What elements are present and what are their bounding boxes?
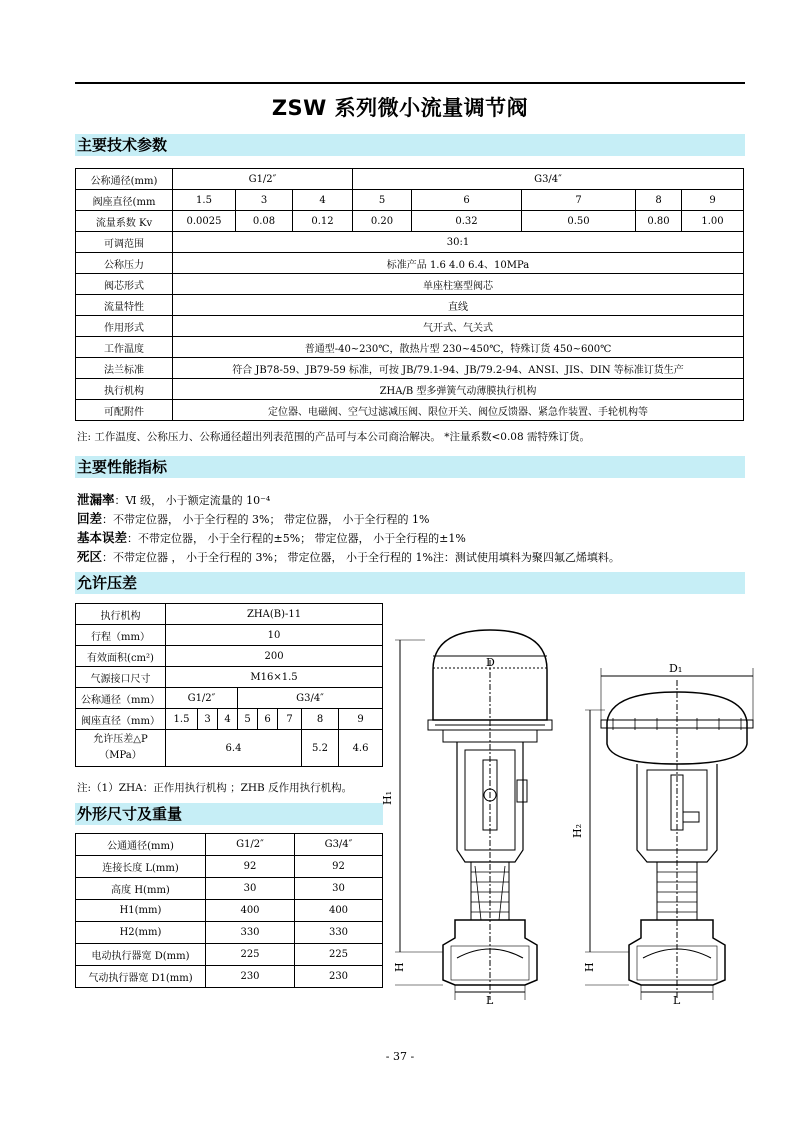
page-number: - 37 - bbox=[385, 1050, 415, 1063]
spec-cell: 0.80 bbox=[636, 211, 682, 232]
dp-allow-v1: 6.4 bbox=[166, 730, 302, 767]
dim-label: H1(mm) bbox=[76, 900, 206, 922]
spec-label: 执行机构 bbox=[76, 379, 173, 400]
perf-leakage: 泄漏率：Ⅵ 级， 小于额定流量的 10⁻⁴ bbox=[77, 492, 271, 507]
dp-cell: 7 bbox=[278, 709, 302, 730]
dim-head: G3/4″ bbox=[295, 834, 383, 856]
dim-cell: 30 bbox=[206, 878, 295, 900]
spec-dn-g34: G3/4″ bbox=[353, 169, 744, 190]
dp-cell: 6 bbox=[258, 709, 278, 730]
dp-cell: 9 bbox=[339, 709, 383, 730]
spec-cell: 0.0025 bbox=[173, 211, 236, 232]
dp-cell: 4 bbox=[218, 709, 238, 730]
dim-head: G1/2″ bbox=[206, 834, 295, 856]
spec-cell: 0.08 bbox=[236, 211, 293, 232]
dp-allow-v2: 5.2 bbox=[302, 730, 339, 767]
spec-label: 阀芯形式 bbox=[76, 274, 173, 295]
spec-cell: 1.5 bbox=[173, 190, 236, 211]
spec-label: 作用形式 bbox=[76, 316, 173, 337]
spec-value: 直线 bbox=[173, 295, 744, 316]
dp-allow-v3: 4.6 bbox=[339, 730, 383, 767]
dp-label: 公称通径（mm） bbox=[76, 688, 166, 709]
dim-cell: 230 bbox=[295, 966, 383, 988]
dp-dn-g12: G1/2″ bbox=[166, 688, 238, 709]
spec-label: 公称压力 bbox=[76, 253, 173, 274]
dim-label-l-right: L bbox=[673, 994, 681, 1007]
dim-cell: 330 bbox=[295, 922, 383, 944]
spec-label: 可调范围 bbox=[76, 232, 173, 253]
dim-label: 高度 H(mm) bbox=[76, 878, 206, 900]
spec-cell: 0.50 bbox=[522, 211, 636, 232]
dp-cell: 1.5 bbox=[166, 709, 198, 730]
dim-head: 公通通径(mm) bbox=[76, 834, 206, 856]
header-rule bbox=[75, 82, 745, 84]
dp-dn-g34: G3/4″ bbox=[238, 688, 383, 709]
spec-value: 气开式、气关式 bbox=[173, 316, 744, 337]
dp-label: 执行机构 bbox=[76, 604, 166, 625]
dp-value: M16×1.5 bbox=[166, 667, 383, 688]
spec-label: 流量特性 bbox=[76, 295, 173, 316]
section-dimensions: 外形尺寸及重量 bbox=[75, 803, 383, 825]
spec-cell: 1.00 bbox=[682, 211, 744, 232]
dim-cell: 230 bbox=[206, 966, 295, 988]
spec-label: 工作温度 bbox=[76, 337, 173, 358]
spec-note: 注: 工作温度、公称压力、公称通径超出列表范围的产品可与本公司商洽解决。 *注量系数<0.08 需特殊订货。 bbox=[77, 431, 590, 443]
dp-allow-label: 允许压差△P （MPa） bbox=[76, 730, 166, 767]
pneumatic-valve-drawing bbox=[585, 668, 753, 1000]
spec-label: 法兰标准 bbox=[76, 358, 173, 379]
spec-cell: 8 bbox=[636, 190, 682, 211]
dp-cell: 5 bbox=[238, 709, 258, 730]
dp-cell: 8 bbox=[302, 709, 339, 730]
dim-cell: 400 bbox=[206, 900, 295, 922]
dp-value: 10 bbox=[166, 625, 383, 646]
dim-label-h-left: H bbox=[393, 962, 406, 972]
spec-table bbox=[75, 168, 744, 421]
dp-label: 有效面积(cm²) bbox=[76, 646, 166, 667]
page-title: ZSW 系列微小流量调节阀 bbox=[271, 96, 529, 120]
spec-cell: 0.12 bbox=[293, 211, 353, 232]
pressure-diff-note: 注:（1）ZHA：正作用执行机构 ；ZHB 反作用执行机构。 bbox=[77, 782, 353, 794]
dim-cell: 92 bbox=[295, 856, 383, 878]
dim-cell: 30 bbox=[295, 878, 383, 900]
spec-cell: 0.20 bbox=[353, 211, 412, 232]
spec-dn-g12: G1/2″ bbox=[173, 169, 353, 190]
perf-dead-band: 死区：不带定位器 ， 小于全行程的 3%； 带定位器， 小于全行程的 1%注：测试使用填料为聚四氟乙烯填料。 bbox=[77, 549, 620, 564]
perf-hysteresis: 回差：不带定位器， 小于全行程的 3%； 带定位器， 小于全行程的 1% bbox=[77, 511, 430, 526]
electric-valve-drawing bbox=[395, 630, 552, 1000]
section-pressure-diff: 允许压差 bbox=[75, 572, 745, 594]
section-tech-params: 主要技术参数 bbox=[75, 134, 745, 156]
dp-value: 200 bbox=[166, 646, 383, 667]
dim-label-h2: H₂ bbox=[571, 823, 584, 838]
dim-label: H2(mm) bbox=[76, 922, 206, 944]
dim-cell: 92 bbox=[206, 856, 295, 878]
dim-label-h-right: H bbox=[583, 962, 596, 972]
dim-label-d: D bbox=[486, 656, 495, 669]
spec-value: 符合 JB78-59、JB79-59 标准，可按 JB/79.1-94、JB/79.2-94、ANSI、JIS、DIN 等标准订货生产 bbox=[173, 358, 744, 379]
pressure-diff-table bbox=[75, 603, 383, 767]
dp-label: 气源接口尺寸 bbox=[76, 667, 166, 688]
spec-cell: 7 bbox=[522, 190, 636, 211]
dim-cell: 225 bbox=[206, 944, 295, 966]
dim-label-h1: H₁ bbox=[381, 790, 394, 805]
dim-label: 电动执行器宽 D(mm) bbox=[76, 944, 206, 966]
dim-cell: 330 bbox=[206, 922, 295, 944]
dp-label: 行程（mm） bbox=[76, 625, 166, 646]
spec-cell: 3 bbox=[236, 190, 293, 211]
dim-label: 气动执行器宽 D1(mm) bbox=[76, 966, 206, 988]
spec-cell: 9 bbox=[682, 190, 744, 211]
dp-cell: 3 bbox=[198, 709, 218, 730]
spec-cell: 6 bbox=[412, 190, 522, 211]
dp-value: ZHA(B)-11 bbox=[166, 604, 383, 625]
dim-label: 连接长度 L(mm) bbox=[76, 856, 206, 878]
dimensions-table bbox=[75, 833, 383, 988]
spec-value: ZHA/B 型多弹簧气动薄膜执行机构 bbox=[173, 379, 744, 400]
dim-cell: 225 bbox=[295, 944, 383, 966]
dim-cell: 400 bbox=[295, 900, 383, 922]
perf-basic-error: 基本误差：不带定位器， 小于全行程的±5%； 带定位器， 小于全行程的±1% bbox=[77, 530, 466, 545]
section-performance: 主要性能指标 bbox=[75, 456, 745, 478]
spec-label: 阀座直径(mm bbox=[76, 190, 173, 211]
spec-label: 可配附件 bbox=[76, 400, 173, 421]
dim-label-l-left: L bbox=[486, 994, 494, 1007]
spec-value: 30:1 bbox=[173, 232, 744, 253]
spec-value: 普通型-40~230℃，散热片型 230~450℃，特殊订货 450~600℃ bbox=[173, 337, 744, 358]
dp-label: 阀座直径（mm） bbox=[76, 709, 166, 730]
spec-cell: 4 bbox=[293, 190, 353, 211]
spec-label: 流量系数 Kv bbox=[76, 211, 173, 232]
spec-value: 单座柱塞型阀芯 bbox=[173, 274, 744, 295]
spec-label: 公称通径(mm) bbox=[76, 169, 173, 190]
valve-drawings bbox=[381, 600, 775, 1020]
spec-cell: 0.32 bbox=[412, 211, 522, 232]
spec-cell: 5 bbox=[353, 190, 412, 211]
spec-value: 标准产品 1.6 4.0 6.4、10MPa bbox=[173, 253, 744, 274]
dim-label-d1: D₁ bbox=[669, 662, 683, 675]
spec-value: 定位器、电磁阀、空气过滤减压阀、限位开关、阀位反馈器、紧急作装置、手轮机构等 bbox=[173, 400, 744, 421]
